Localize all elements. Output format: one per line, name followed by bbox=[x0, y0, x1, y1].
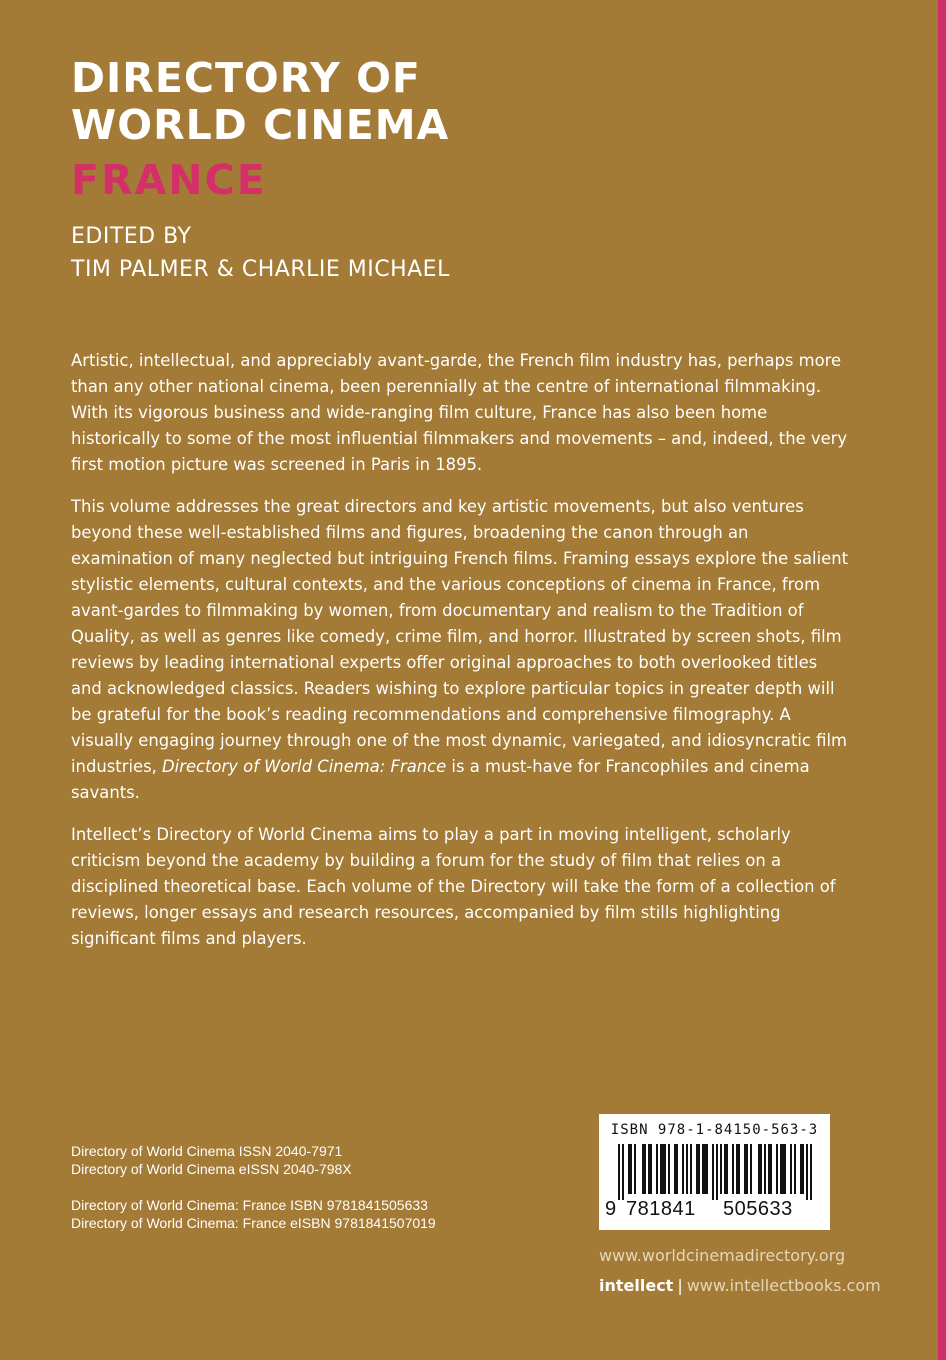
barcode-bar bbox=[746, 1144, 748, 1194]
volume-eisbn: Directory of World Cinema: France eISBN 9781841507019 bbox=[71, 1215, 436, 1231]
title-line-1: DIRECTORY OF bbox=[71, 54, 421, 102]
blurb-p2-end: is a must-have for Francophiles and cinema savants. bbox=[71, 757, 810, 802]
barcode-bar bbox=[698, 1144, 700, 1194]
barcode-bar bbox=[656, 1144, 658, 1194]
barcode-bar bbox=[668, 1144, 670, 1194]
barcode-bar bbox=[686, 1144, 688, 1194]
barcode-bar bbox=[704, 1144, 706, 1194]
barcode-bar bbox=[780, 1144, 782, 1194]
barcode-bar bbox=[794, 1144, 796, 1194]
book-subtitle: FRANCE bbox=[71, 156, 267, 204]
barcode-bar bbox=[764, 1144, 766, 1194]
barcode-bar bbox=[738, 1144, 740, 1194]
publisher-separator: | bbox=[677, 1276, 683, 1295]
series-issn: Directory of World Cinema ISSN 2040-7971 bbox=[71, 1143, 343, 1159]
barcode-bar bbox=[690, 1144, 692, 1194]
blurb-p2-title: Directory of World Cinema: France bbox=[162, 757, 447, 776]
blurb-paragraph-1: Artistic, intellectual, and appreciably avant-garde, the French film industry has, perhaps more than any other national cinema, been perennially at the centre of international filmmaking. With its vigorous business and wide-ranging film culture, France has also been home historically to some of the most influential filmmakers and movements – and, indeed, the very first motion picture was screened in Paris in 1895. bbox=[71, 351, 848, 474]
identifiers-block bbox=[71, 1142, 436, 1250]
barcode-bar bbox=[760, 1144, 762, 1194]
barcode-bar bbox=[702, 1144, 704, 1194]
barcode-bar bbox=[782, 1144, 784, 1194]
barcode-bar bbox=[648, 1144, 650, 1194]
barcode-bar bbox=[712, 1144, 714, 1200]
barcode-bar bbox=[732, 1144, 734, 1194]
barcode-bar bbox=[618, 1144, 620, 1200]
accent-stripe bbox=[938, 0, 946, 1360]
barcode-bar bbox=[662, 1144, 664, 1194]
barcode-bar bbox=[644, 1144, 646, 1194]
blurb-paragraph-3: Intellect’s Directory of World Cinema aims to play a part in moving intelligent, scholarly criticism beyond the academy by building a forum for the study of film that relies on a disciplined theoretical base. Each volume of the Directory will take the form of a collection of reviews, longer essays and research resources, accompanied by film stills highlighting significant films and players. bbox=[71, 825, 836, 948]
barcode-bar bbox=[744, 1144, 746, 1194]
barcode-bar bbox=[736, 1144, 738, 1194]
barcode-bar bbox=[802, 1144, 804, 1194]
barcode-bar bbox=[776, 1144, 778, 1194]
blurb bbox=[71, 348, 851, 968]
publisher-logo: intellect bbox=[599, 1276, 674, 1295]
barcode-bar bbox=[650, 1144, 652, 1194]
barcode-bar bbox=[634, 1144, 636, 1194]
editor-names: TIM PALMER & CHARLIE MICHAEL bbox=[71, 257, 450, 282]
barcode-bar bbox=[642, 1144, 644, 1194]
title-line-2: WORLD CINEMA bbox=[71, 101, 450, 149]
barcode-bar bbox=[806, 1144, 808, 1200]
barcode-bar bbox=[682, 1144, 684, 1194]
book-title bbox=[71, 55, 449, 149]
blurb-paragraph-2 bbox=[71, 494, 851, 806]
barcode-isbn-label: ISBN 978-1-84150-563-3 bbox=[610, 1122, 819, 1138]
barcode-bar bbox=[726, 1144, 728, 1194]
publisher-line bbox=[599, 1276, 881, 1295]
barcode-bar bbox=[800, 1144, 802, 1194]
barcode-bar bbox=[768, 1144, 770, 1194]
edited-by-label: EDITED BY bbox=[71, 224, 192, 249]
volume-isbn: Directory of World Cinema: France ISBN 9781841505633 bbox=[71, 1197, 428, 1213]
barcode-bar bbox=[750, 1144, 752, 1194]
barcode-bar bbox=[622, 1144, 624, 1200]
barcode-bar bbox=[660, 1144, 662, 1194]
barcode-bar bbox=[674, 1144, 676, 1194]
barcode-bar bbox=[720, 1144, 722, 1194]
editors-block bbox=[71, 220, 450, 286]
barcode-bar bbox=[790, 1144, 792, 1194]
barcode-bar bbox=[784, 1144, 786, 1194]
barcode-icon bbox=[614, 1144, 815, 1200]
barcode-digit-first: 9 bbox=[605, 1198, 617, 1220]
barcode-bar bbox=[706, 1144, 708, 1194]
series-website-link[interactable]: www.worldcinemadirectory.org bbox=[599, 1246, 846, 1265]
barcode-panel bbox=[599, 1114, 830, 1230]
barcode-bar bbox=[628, 1144, 630, 1194]
barcode-bar bbox=[724, 1144, 726, 1194]
barcode-digits-right: 505633 bbox=[723, 1198, 793, 1220]
barcode-bar bbox=[770, 1144, 772, 1194]
blurb-p2-text: This volume addresses the great directors and key artistic movements, but also ventures beyond these well-established films and figures, broadening the canon through an examination of many neglected but intriguing French films. Framing essays explore the salient stylistic elements, cultural contexts, and the various conceptions of cinema in France, from avant-gardes to filmmaking by women, from documentary and realism to the Tradition of Quality, as well as genres like comedy, crime film, and horror. Illustrated by screen shots, film reviews by leading international experts offer original approaches to both overlooked titles and acknowledged classics. Readers wishing to explore particular topics in greater depth will be grateful for the book’s reading recommendations and comprehensive filmography. A visually engaging journey through one of the most dynamic, variegated, and idiosyncratic film industries, bbox=[71, 497, 849, 776]
barcode-bar bbox=[630, 1144, 632, 1194]
barcode-digits-left: 781841 bbox=[626, 1198, 696, 1220]
barcode-bar bbox=[758, 1144, 760, 1194]
barcode-bar bbox=[664, 1144, 666, 1194]
barcode-bar bbox=[810, 1144, 812, 1200]
series-identifiers bbox=[71, 1142, 436, 1178]
publisher-website-link[interactable]: www.intellectbooks.com bbox=[686, 1276, 881, 1295]
barcode-bar bbox=[696, 1144, 698, 1194]
barcode-bar bbox=[716, 1144, 718, 1200]
barcode-bar bbox=[676, 1144, 678, 1194]
series-eissn: Directory of World Cinema eISSN 2040-798X bbox=[71, 1161, 352, 1177]
volume-identifiers bbox=[71, 1196, 436, 1232]
